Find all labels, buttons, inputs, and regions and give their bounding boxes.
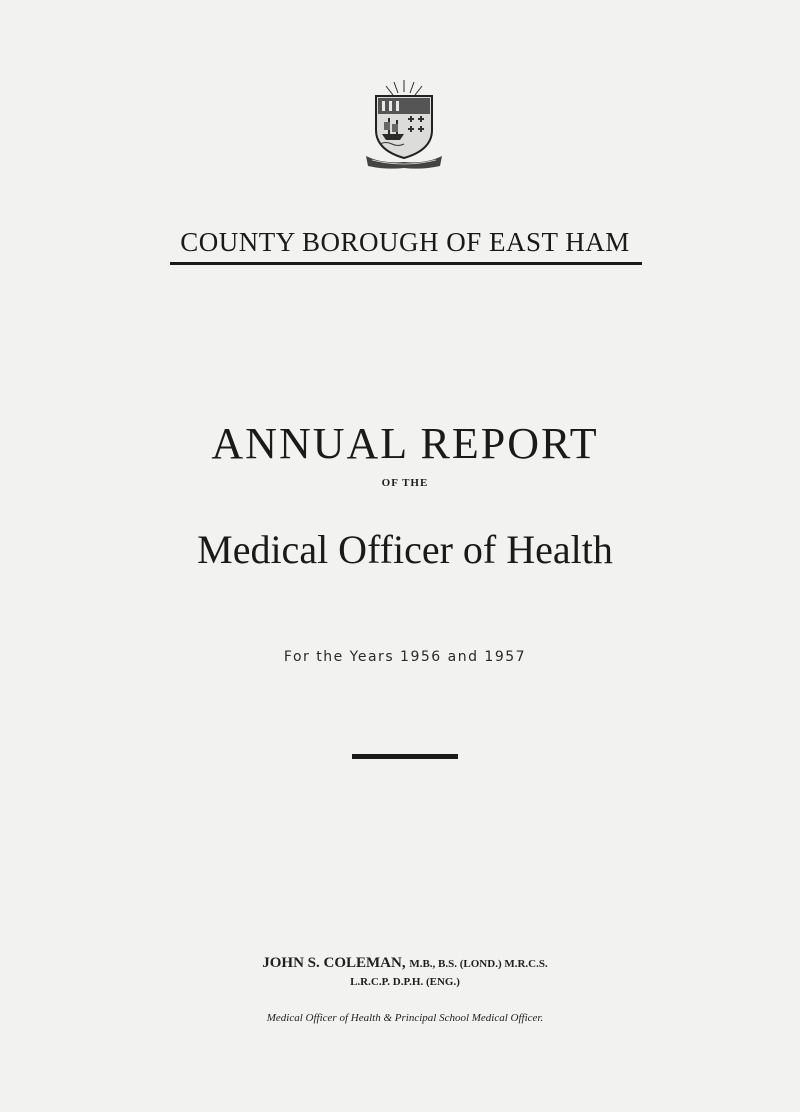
borough-coat-of-arms — [362, 78, 446, 170]
report-heading: ANNUAL REPORT — [211, 419, 599, 468]
officer-name-line — [150, 955, 660, 972]
officer-name: JOHN S. COLEMAN, — [262, 955, 406, 971]
borough-name: COUNTY BOROUGH OF EAST HAM — [180, 227, 630, 257]
officer-qualifications: L.R.C.P. D.P.H. (ENG.) — [350, 976, 460, 988]
divider-rule — [170, 262, 642, 265]
report-years: For the Years 1956 and 1957 — [283, 649, 527, 665]
officer-degrees: M.B., B.S. (LOND.) M.R.C.S. — [409, 958, 548, 970]
officer-title: Medical Officer of Health & Principal School Medical Officer. — [266, 1012, 544, 1024]
of-the-label: OF THE — [381, 477, 429, 489]
report-subject: Medical Officer of Health — [197, 527, 613, 572]
divider-rule-short — [352, 754, 458, 759]
